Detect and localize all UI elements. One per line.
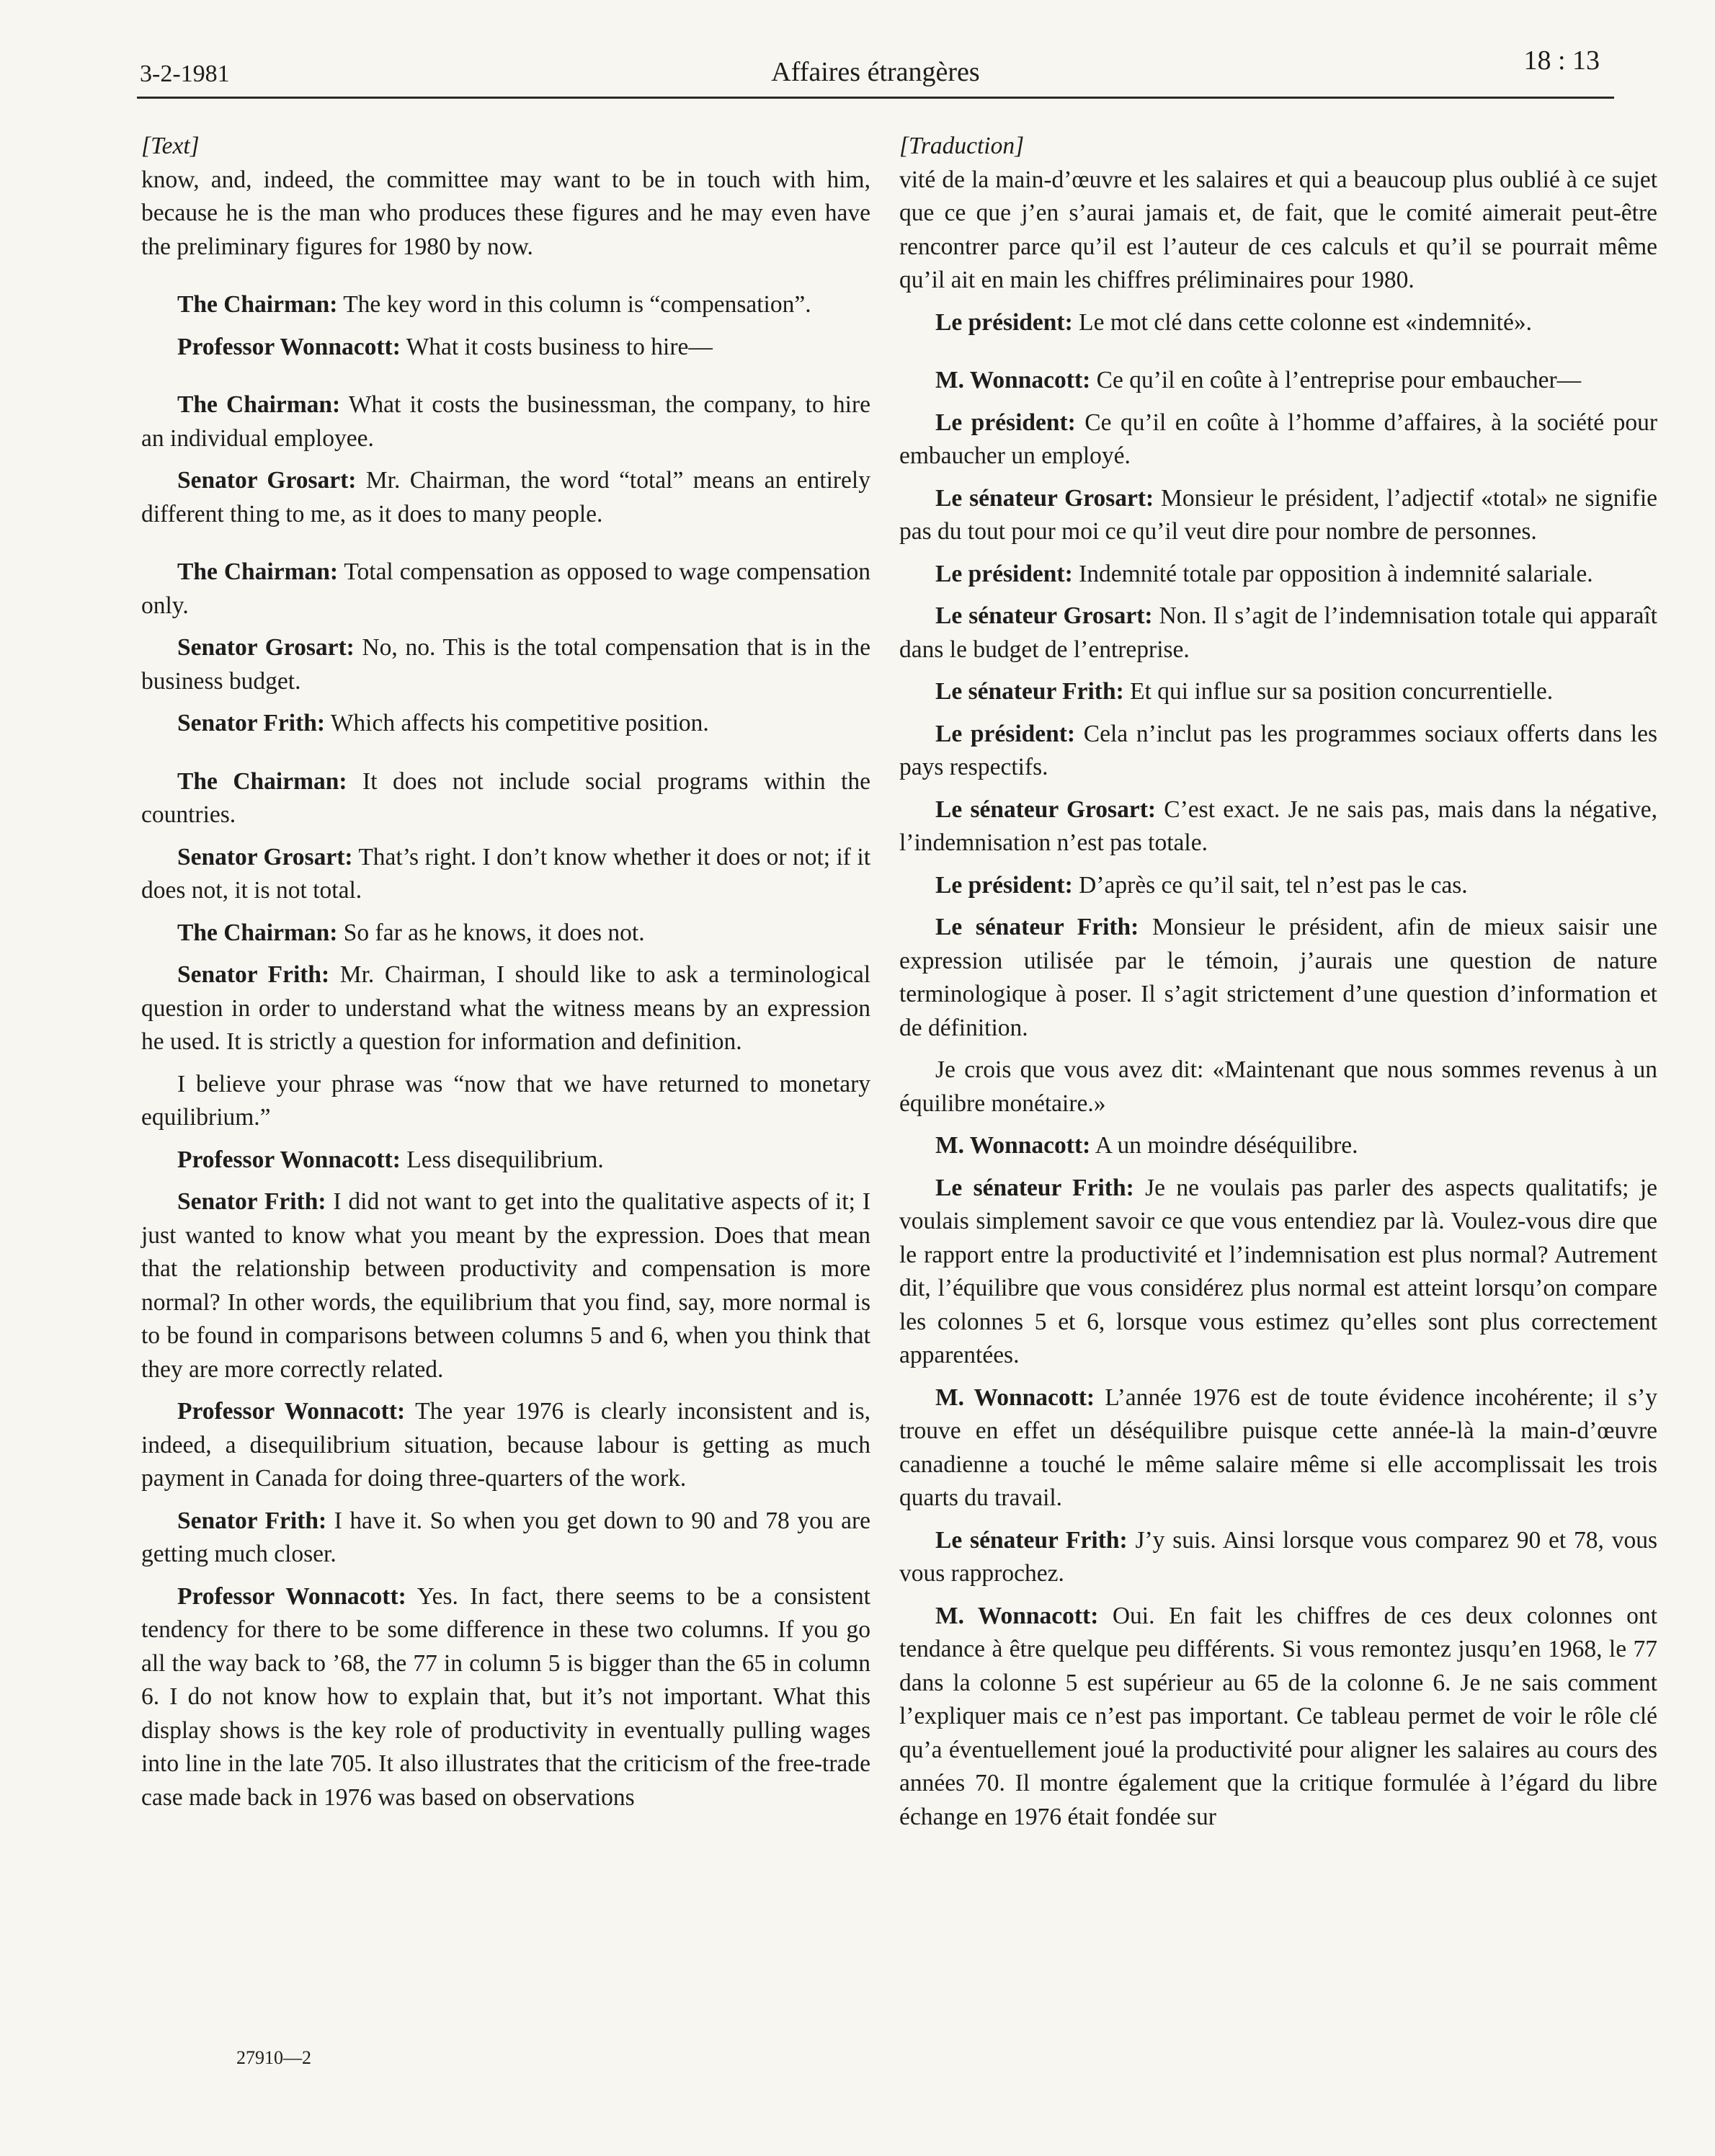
speaker-name: Senator Frith: xyxy=(177,1188,326,1215)
speaker-name: Le président: xyxy=(935,308,1073,336)
speech-text: Ce qu’il en coûte à l’homme d’affaires, à la société pour embaucher un employé. xyxy=(899,409,1657,469)
transcript-paragraph xyxy=(899,869,1657,903)
speaker-name: Senator Frith: xyxy=(177,710,326,736)
transcript-paragraph xyxy=(141,464,870,531)
speech-text: I have it. So when you get down to 90 and 78 you are getting much closer. xyxy=(141,1507,870,1567)
page-header xyxy=(137,43,1614,99)
speech-text: Et qui influe sur sa position concurrentielle. xyxy=(1123,678,1554,705)
speaker-name: Le sénateur Grosart: xyxy=(935,602,1153,629)
speech-text: C’est exact. Je ne sais pas, mais dans la négative, l’indemnisation n’est pas totale. xyxy=(899,796,1657,856)
intro-paragraph: vité de la main-d’œuvre et les salaires et qui a beaucoup plus oublié à ce sujet que ce que j’en s’aurai jamais et, de fait, que le comité aimerait peut-être rencontrer parce qu’il est l’auteur de ces calculs et qu’il se pourrait même qu’il ait en main les chiffres préliminaires pour 1980. xyxy=(899,166,1657,293)
speaker-name: Senator Frith: xyxy=(177,961,330,988)
transcript-paragraph xyxy=(141,556,870,623)
transcript-paragraph xyxy=(141,631,870,698)
transcript-paragraph xyxy=(899,718,1657,785)
transcript-paragraph xyxy=(141,841,870,908)
transcript-paragraph xyxy=(899,1524,1657,1591)
intro-paragraph: know, and, indeed, the committee may want to be in touch with him, because he is the man who produces these figures and he may even have the preliminary figures for 1980 by now. xyxy=(141,166,870,260)
speech-text: Yes. In fact, there seems to be a consistent tendency for there to be some difference in these two columns. If you go all the way back to ’68, the 77 in column 5 is bigger than the 65 in column 6. I do not know how to explain that, but it’s not important. What this display shows is the key role of productivity in eventually pulling wages into line in the late 705. It also illustrates that the criticism of the free-trade case made back in 1976 was based on observations xyxy=(141,1582,870,1811)
transcript-paragraph xyxy=(899,675,1657,709)
transcript-paragraph xyxy=(899,1600,1657,1835)
speech-text: D’après ce qu’il sait, tel n’est pas le cas. xyxy=(1072,871,1468,899)
speaker-name: Le président: xyxy=(935,409,1076,436)
speaker-name: Senator Frith: xyxy=(177,1507,327,1534)
speech-text: What it costs business to hire— xyxy=(400,333,713,360)
speech-text: What it costs the businessman, the company, to hire an individual employee. xyxy=(141,391,870,452)
speaker-name: Le président: xyxy=(935,871,1073,899)
transcript-paragraph xyxy=(899,911,1657,1045)
transcript-paragraph xyxy=(899,406,1657,473)
print-code: 27910—2 xyxy=(236,2047,311,2068)
transcript-paragraph xyxy=(899,1129,1657,1163)
speech-text: Cela n’inclut pas les programmes sociaux offerts dans les pays respectifs. xyxy=(899,720,1658,780)
speech-text: The key word in this column is “compensation”. xyxy=(337,291,811,318)
section-label: [Text] xyxy=(141,133,200,159)
speaker-name: M. Wonnacott: xyxy=(935,1602,1099,1629)
speaker-name: M. Wonnacott: xyxy=(935,1384,1095,1411)
speech-text: Oui. En fait les chiffres de ces deux colonnes ont tendance à être quelque peu différents. Si vous remontez jusqu’en 1968, le 77 dans la colonne 5 est supérieur au 65 de la colonne 6. Je ne sais comment l’expliquer mais ce n’est pas important. Ce tableau permet de voir le rôle clé qu’a éventuellement joué la productivité pour aligner les salaires au cours des années 70. Il montre également que la critique formulée à l’égard du libre échange en 1976 était fondée sur xyxy=(899,1602,1657,1830)
speaker-name: Le président: xyxy=(935,560,1073,587)
speech-text: It does not include social programs within the countries. xyxy=(141,767,871,828)
transcript-paragraph xyxy=(899,482,1657,549)
speaker-name: The Chairman: xyxy=(177,291,338,318)
speaker-name: Professor Wonnacott: xyxy=(177,333,401,360)
speech-text: No, no. This is the total compensation that is in the business budget. xyxy=(141,634,871,695)
header-date: 3-2-1981 xyxy=(140,61,230,87)
speech-text: Less disequilibrium. xyxy=(400,1146,604,1173)
speech-text: I did not want to get into the qualitative aspects of it; I just wanted to know what you meant by the expression. Does that mean that the relationship between productivity and compensation is more normal? In other words, the equilibrium that you find, say, more normal is to be found in comparisons between columns 5 and 6, when you think that they are more correctly related. xyxy=(141,1188,870,1383)
speaker-name: Professor Wonnacott: xyxy=(177,1398,406,1425)
speaker-name: The Chairman: xyxy=(177,767,347,795)
english-column xyxy=(141,130,870,1823)
speech-text: So far as he knows, it does not. xyxy=(337,919,645,946)
speech-text: The year 1976 is clearly inconsistent and is, indeed, a disequilibrium situation, because labour is getting as much payment in Canada for doing three-quarters of the work. xyxy=(141,1398,871,1492)
speech-text: Ce qu’il en coûte à l’entreprise pour embaucher— xyxy=(1090,367,1582,393)
transcript-paragraph xyxy=(141,288,870,322)
speech-text: I believe your phrase was “now that we have returned to monetary equilibrium.” xyxy=(141,1070,870,1131)
transcript-paragraph xyxy=(141,1395,870,1496)
speaker-name: Senator Grosart: xyxy=(177,467,357,494)
speaker-name: Le sénateur Frith: xyxy=(935,1526,1128,1554)
speaker-name: Le sénateur Frith: xyxy=(935,1174,1134,1201)
speaker-name: Professor Wonnacott: xyxy=(177,1582,406,1610)
transcript-paragraph xyxy=(141,331,870,365)
transcript-paragraph xyxy=(141,1144,870,1177)
transcript-paragraph xyxy=(899,306,1657,340)
speaker-name: Senator Grosart: xyxy=(177,843,353,870)
transcript-paragraph xyxy=(141,1185,870,1386)
header-title: Affaires étrangères xyxy=(771,57,980,87)
speech-text: L’année 1976 est de toute évidence incohérente; il s’y trouve en effet un déséquilibre puisque cette année-là la main-d’œuvre canadienne a touché le même salaire même si elle accomplissait les trois quarts du travail. xyxy=(899,1384,1657,1511)
transcript-paragraph xyxy=(141,958,870,1059)
transcript-paragraph xyxy=(899,558,1657,592)
speaker-name: Le sénateur Grosart: xyxy=(935,796,1157,823)
transcript-paragraph xyxy=(141,917,870,950)
speech-text: Mr. Chairman, the word “total” means an entirely different thing to me, as it does to many people. xyxy=(141,467,870,527)
transcript-paragraph xyxy=(141,1580,870,1815)
speaker-name: Le sénateur Frith: xyxy=(935,914,1139,940)
speaker-name: The Chairman: xyxy=(177,391,341,418)
speaker-name: Le sénateur Frith: xyxy=(935,678,1124,705)
speech-text: Monsieur le président, l’adjectif «total» ne signifie pas du tout pour moi ce qu’il veut dire pour nombre de personnes. xyxy=(899,484,1657,545)
transcript-paragraph xyxy=(141,1068,870,1135)
speech-text: Total compensation as opposed to wage compensation only. xyxy=(141,558,870,619)
transcript-paragraph xyxy=(899,364,1657,398)
transcript-paragraph xyxy=(141,388,870,455)
speech-text: Je crois que vous avez dit: «Maintenant que nous sommes revenus à un équilibre monétaire.» xyxy=(899,1056,1657,1117)
speaker-name: M. Wonnacott: xyxy=(935,367,1091,393)
transcript-paragraph xyxy=(899,793,1657,860)
transcript-paragraph xyxy=(141,1505,870,1572)
transcript-paragraph xyxy=(899,1054,1657,1121)
speech-text: Je ne voulais pas parler des aspects qualitatifs; je voulais simplement savoir ce que vous entendiez par là. Voulez-vous dire que le rapport entre la productivité et l’indemnisation est plus normal? Autrement dit, l’équilibre que vous considérez plus normal est atteint lorsqu’on compare les colonnes 5 et 6, lorsque vous estimez qu’elles sont plus correctement apparentées. xyxy=(899,1174,1657,1368)
speech-text: J’y suis. Ainsi lorsque vous comparez 90 et 78, vous vous rapprochez. xyxy=(899,1526,1657,1587)
transcript-paragraph xyxy=(899,1172,1657,1373)
transcript-paragraph xyxy=(141,765,870,832)
section-label: [Traduction] xyxy=(899,133,1025,159)
speech-text: Indemnité totale par opposition à indemnité salariale. xyxy=(1072,560,1593,587)
transcript-paragraph xyxy=(141,707,870,741)
speech-text: A un moindre déséquilibre. xyxy=(1090,1132,1358,1159)
speaker-name: The Chairman: xyxy=(177,558,339,585)
speaker-name: Senator Grosart: xyxy=(177,634,355,661)
transcript-paragraph xyxy=(899,1381,1657,1515)
speech-text: Non. Il s’agit de l’indemnisation totale qui apparaît dans le budget de l’entreprise. xyxy=(899,602,1657,663)
speech-text: Which affects his competitive position. xyxy=(325,710,709,736)
speaker-name: Professor Wonnacott: xyxy=(177,1146,401,1173)
transcript-paragraph xyxy=(899,600,1657,667)
speaker-name: Le président: xyxy=(935,720,1076,747)
speaker-name: Le sénateur Grosart: xyxy=(935,484,1154,512)
speech-text: Mr. Chairman, I should like to ask a terminological question in order to understand what the witness means by an expression he used. It is strictly a question for information and definition. xyxy=(141,961,870,1055)
speech-text: That’s right. I don’t know whether it does or not; if it does not, it is not total. xyxy=(141,843,870,904)
speaker-name: M. Wonnacott: xyxy=(935,1132,1091,1159)
page-number: 18 : 13 xyxy=(1523,45,1600,76)
french-column xyxy=(899,130,1657,1843)
speech-text: Le mot clé dans cette colonne est «indemnité». xyxy=(1072,308,1532,336)
speaker-name: The Chairman: xyxy=(177,919,338,946)
speech-text: Monsieur le président, afin de mieux saisir une expression utilisée par le témoin, j’aurais une question de nature terminologique à poser. Il s’agit strictement d’une question d’information et de définition. xyxy=(899,914,1657,1041)
